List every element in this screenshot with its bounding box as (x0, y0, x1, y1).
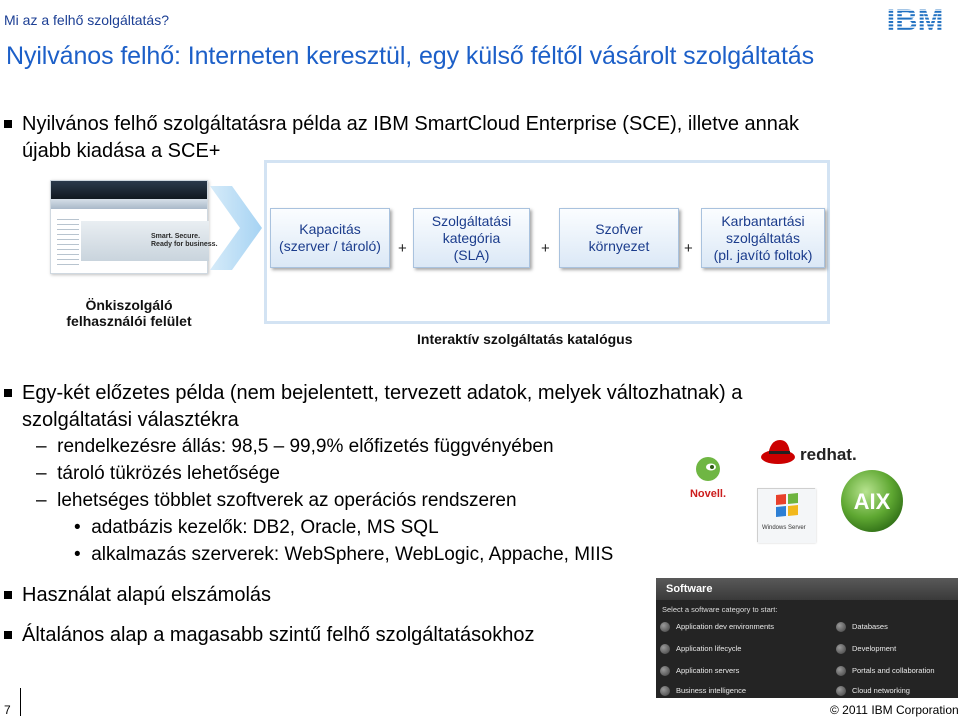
bullet-square-icon (4, 120, 12, 128)
software-panel-title: Software (656, 578, 958, 600)
dash-item: – lehetséges többlet szoftverek az operációs rendszeren (36, 490, 517, 511)
software-category-item[interactable]: Business intelligence (660, 686, 746, 696)
redhat-logo (760, 432, 870, 472)
windows-flag-icon (758, 489, 816, 543)
bullet-square-icon (4, 591, 12, 599)
bullet-square-icon (4, 389, 12, 397)
catalog-label: Interaktív szolgáltatás katalógus (417, 331, 633, 347)
dash-item: – tároló tükrözés lehetősége (36, 463, 280, 484)
novell-logo (680, 455, 736, 501)
copyright: © 2011 IBM Corporation (830, 703, 959, 717)
dot-item: • alkalmazás szerverek: WebSphere, WebLogic, Appache, MIIS (74, 544, 614, 565)
page-number: 7 (4, 703, 11, 717)
footer-divider (20, 688, 21, 716)
software-category-item[interactable]: Application dev environments (660, 622, 774, 632)
sce-portal-screenshot (50, 180, 218, 274)
screenshot-tagline: Smart. Secure. Ready for business. (151, 233, 218, 248)
aix-logo (838, 468, 906, 534)
svg-text:redhat.: redhat. (800, 445, 857, 464)
plus-sign: + (541, 240, 550, 257)
software-category-item[interactable]: Portals and collaboration (836, 666, 935, 676)
svg-text:Windows Server: Windows Server (762, 525, 806, 531)
plus-sign: + (684, 240, 693, 257)
bullet-square-icon (4, 631, 12, 639)
windows-server-box (757, 488, 815, 542)
ibm-logo (880, 2, 950, 37)
software-category-item[interactable]: Application lifecycle (660, 644, 741, 654)
software-catalog-screenshot (656, 578, 958, 698)
slide-title: Nyilvános felhő: Interneten keresztül, egy külső féltől vásárolt szolgáltatás (6, 42, 814, 70)
dot-item: • adatbázis kezelők: DB2, Oracle, MS SQL (74, 517, 439, 538)
software-category-item[interactable]: Development (836, 644, 896, 654)
section-label: Mi az a felhő szolgáltatás? (4, 12, 169, 28)
dash-item: – rendelkezésre állás: 98,5 – 99,9% előfizetés függvényében (36, 436, 554, 457)
card-capacity: Kapacitás (szerver / tároló) (270, 208, 390, 268)
card-software-env: Szofver környezet (559, 208, 679, 268)
self-service-label: Önkiszolgáló felhasználói felület (66, 297, 192, 329)
software-category-item[interactable]: Databases (836, 622, 888, 632)
svg-text:AIX: AIX (853, 489, 891, 514)
software-category-item[interactable]: Cloud networking (836, 686, 910, 696)
chevron-arrow-icon (210, 186, 266, 270)
plus-sign: + (398, 240, 407, 257)
card-sla: Szolgáltatási kategória (SLA) (413, 208, 530, 268)
software-panel-subtitle: Select a software category to start: (662, 605, 778, 614)
svg-text:Novell.: Novell. (689, 488, 727, 500)
svg-text:IBM: IBM (886, 2, 944, 37)
software-category-item[interactable]: Application servers (660, 666, 739, 676)
card-maintenance: Karbantartási szolgáltatás (pl. javító foltok) (701, 208, 825, 268)
